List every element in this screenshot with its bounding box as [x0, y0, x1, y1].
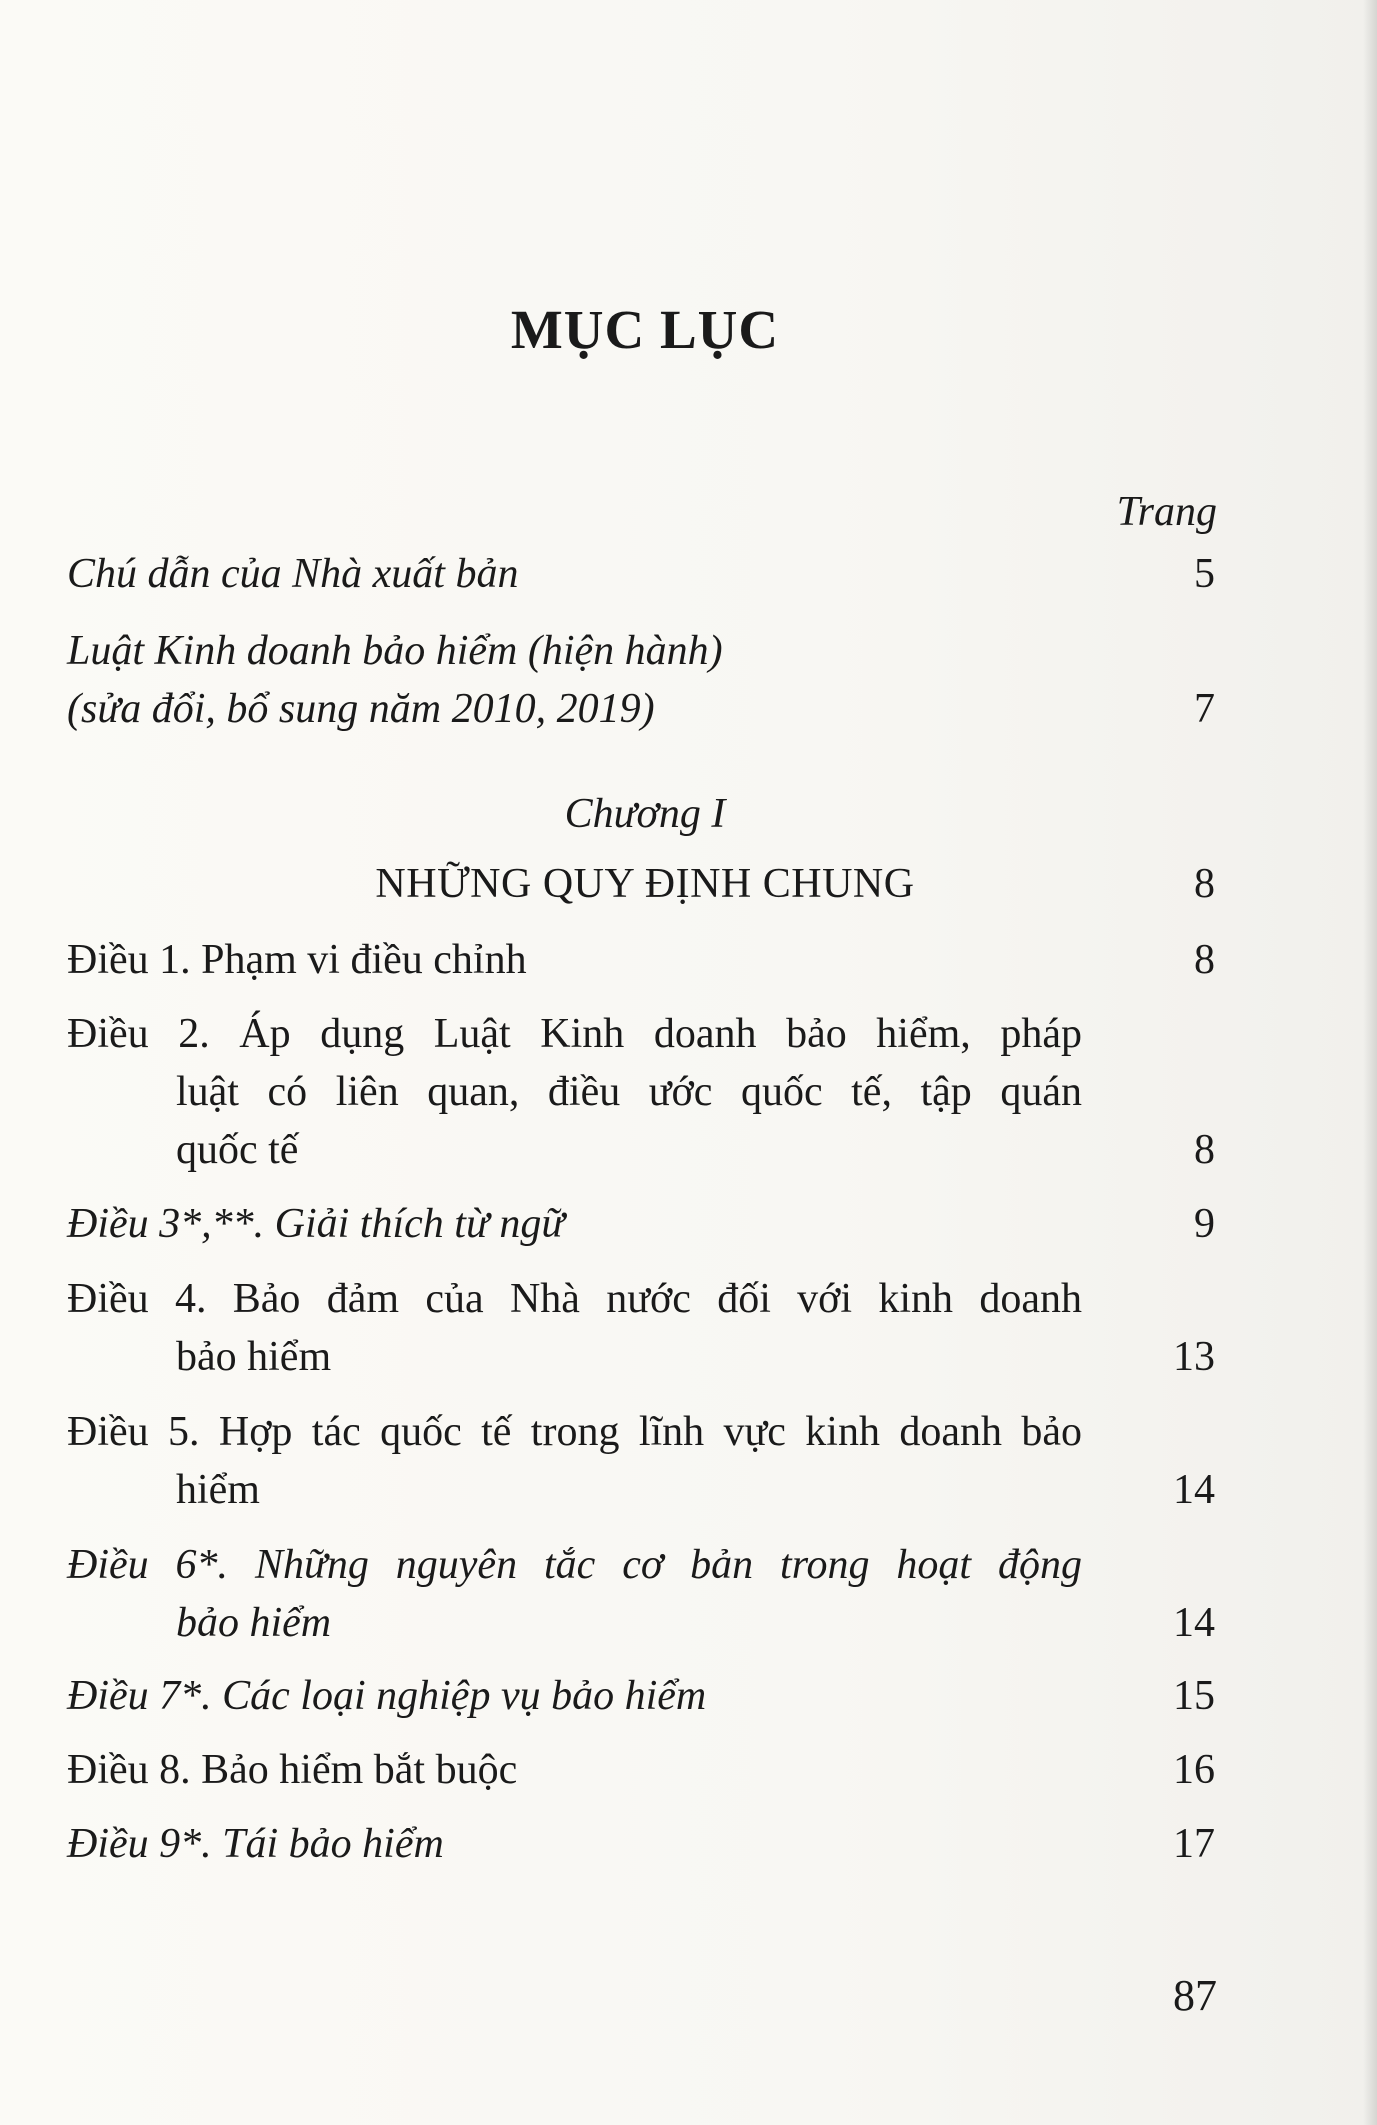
toc-entry-page: 14 — [1173, 1467, 1215, 1513]
toc-entry-article-4 — [67, 1270, 1215, 1386]
toc-entry-publisher-note — [67, 545, 1215, 603]
toc-entry-text: bảo hiểm — [176, 1334, 332, 1380]
toc-entry-text: (sửa đổi, bổ sung năm 2010, 2019) — [67, 686, 655, 732]
toc-entry-text: Điều 4. Bảo đảm của Nhà nước đối với kinh doanh — [67, 1276, 1082, 1322]
toc-entry-text: Điều 2. Áp dụng Luật Kinh doanh bảo hiểm, pháp — [67, 1011, 1082, 1057]
toc-entry-article-8 — [67, 1741, 1215, 1799]
toc-entry-page: 17 — [1173, 1821, 1215, 1867]
toc-entry-article-1 — [67, 931, 1215, 989]
toc-entry-page: 8 — [1194, 937, 1215, 983]
toc-entry-page: 5 — [1194, 551, 1215, 597]
toc-entry-text: luật có liên quan, điều ước quốc tế, tập quán — [176, 1069, 1082, 1115]
toc-entry-text: Điều 8. Bảo hiểm bắt buộc — [67, 1747, 518, 1793]
toc-entry-article-7 — [67, 1667, 1215, 1725]
toc-entry-law — [67, 622, 1215, 738]
toc-entry-article-5 — [67, 1403, 1215, 1519]
chapter-page: 8 — [1194, 861, 1215, 907]
toc-entry-text: Điều 9*. Tái bảo hiểm — [67, 1821, 444, 1867]
toc-entry-page: 16 — [1173, 1747, 1215, 1793]
toc-entry-article-3 — [67, 1195, 1215, 1253]
toc-entry-text: Điều 3*,**. Giải thích từ ngữ — [67, 1201, 565, 1247]
toc-entry-text: bảo hiểm — [176, 1600, 332, 1646]
toc-entry-article-2 — [67, 1005, 1215, 1179]
toc-entry-text: hiểm — [176, 1467, 260, 1513]
toc-entry-page: 9 — [1194, 1201, 1215, 1247]
chapter-label: Chương I — [564, 791, 726, 837]
toc-entry-page: 8 — [1194, 1127, 1215, 1173]
toc-entry-text: Luật Kinh doanh bảo hiểm (hiện hành) — [67, 628, 723, 674]
page-number: 87 — [1173, 1971, 1217, 2020]
toc-entry-text: quốc tế — [176, 1127, 299, 1173]
page-column-header: Trang — [1116, 489, 1217, 535]
toc-entry-page: 15 — [1173, 1673, 1215, 1719]
toc-entry-article-6 — [67, 1536, 1215, 1652]
toc-entry-text: Điều 7*. Các loại nghiệp vụ bảo hiểm — [67, 1673, 707, 1719]
page-title: MỤC LỤC — [510, 299, 780, 360]
toc-entry-text: Điều 6*. Những nguyên tắc cơ bản trong hoạt động — [67, 1542, 1082, 1588]
toc-entry-page: 13 — [1173, 1334, 1215, 1380]
toc-entry-text: Chú dẫn của Nhà xuất bản — [67, 551, 519, 597]
page-edge-shadow — [1363, 0, 1377, 2125]
toc-entry-page: 7 — [1194, 686, 1215, 732]
toc-entry-article-9 — [67, 1815, 1215, 1873]
toc-entry-page: 14 — [1173, 1600, 1215, 1646]
toc-entry-text: Điều 1. Phạm vi điều chỉnh — [67, 937, 527, 983]
chapter-name: NHỮNG QUY ĐỊNH CHUNG — [375, 861, 915, 907]
bleed-through-text — [820, 60, 831, 111]
toc-entry-text: Điều 5. Hợp tác quốc tế trong lĩnh vực kinh doanh bảo — [67, 1409, 1082, 1455]
